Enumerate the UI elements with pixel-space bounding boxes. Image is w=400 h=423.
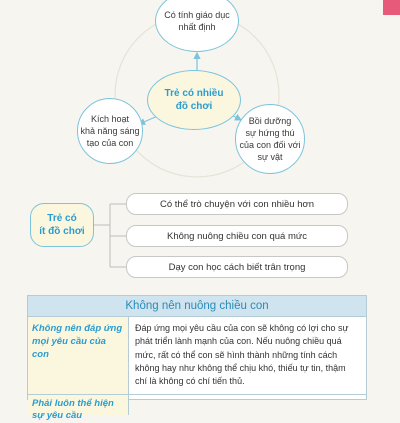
row-heading: Không nên đáp ứng mọi yêu cầu của con <box>28 317 129 394</box>
item-cherish: Dạy con học cách biết trân trọng <box>126 256 348 278</box>
row-body <box>129 395 366 415</box>
node-interest: Bồi dưỡng sự hứng thú của con đối với sự vật <box>235 104 305 174</box>
node-educational: Có tính giáo dục nhất định <box>155 0 239 52</box>
node-many-toys: Trẻ có nhiều đồ chơi <box>147 70 241 130</box>
item-talk-more: Có thể trò chuyện với con nhiều hơn <box>126 193 348 215</box>
node-creativity: Kích hoạt khả năng sáng tạo của con <box>77 98 143 164</box>
row-heading: Phải luôn thể hiện sự yêu cầu <box>28 395 129 415</box>
row-body: Đáp ứng mọi yêu cầu của con sẽ không có lợi cho sự phát triển lành mạnh của con. Nếu nuông chiều quá mức, rất có thể con sẽ hình thành những tính cách không hay như không thể chịu khó, thiếu tự tin, thậm chí là không có chí tiến thủ. <box>135 323 349 387</box>
node-few-toys: Trẻ có ít đồ chơi <box>30 203 94 247</box>
table-row <box>28 317 366 394</box>
table-row <box>28 394 366 422</box>
table-title: Không nên nuông chiều con <box>28 296 366 317</box>
info-table <box>27 295 367 422</box>
item-not-spoil: Không nuông chiều con quá mức <box>126 225 348 247</box>
bracket-lines <box>94 204 126 267</box>
